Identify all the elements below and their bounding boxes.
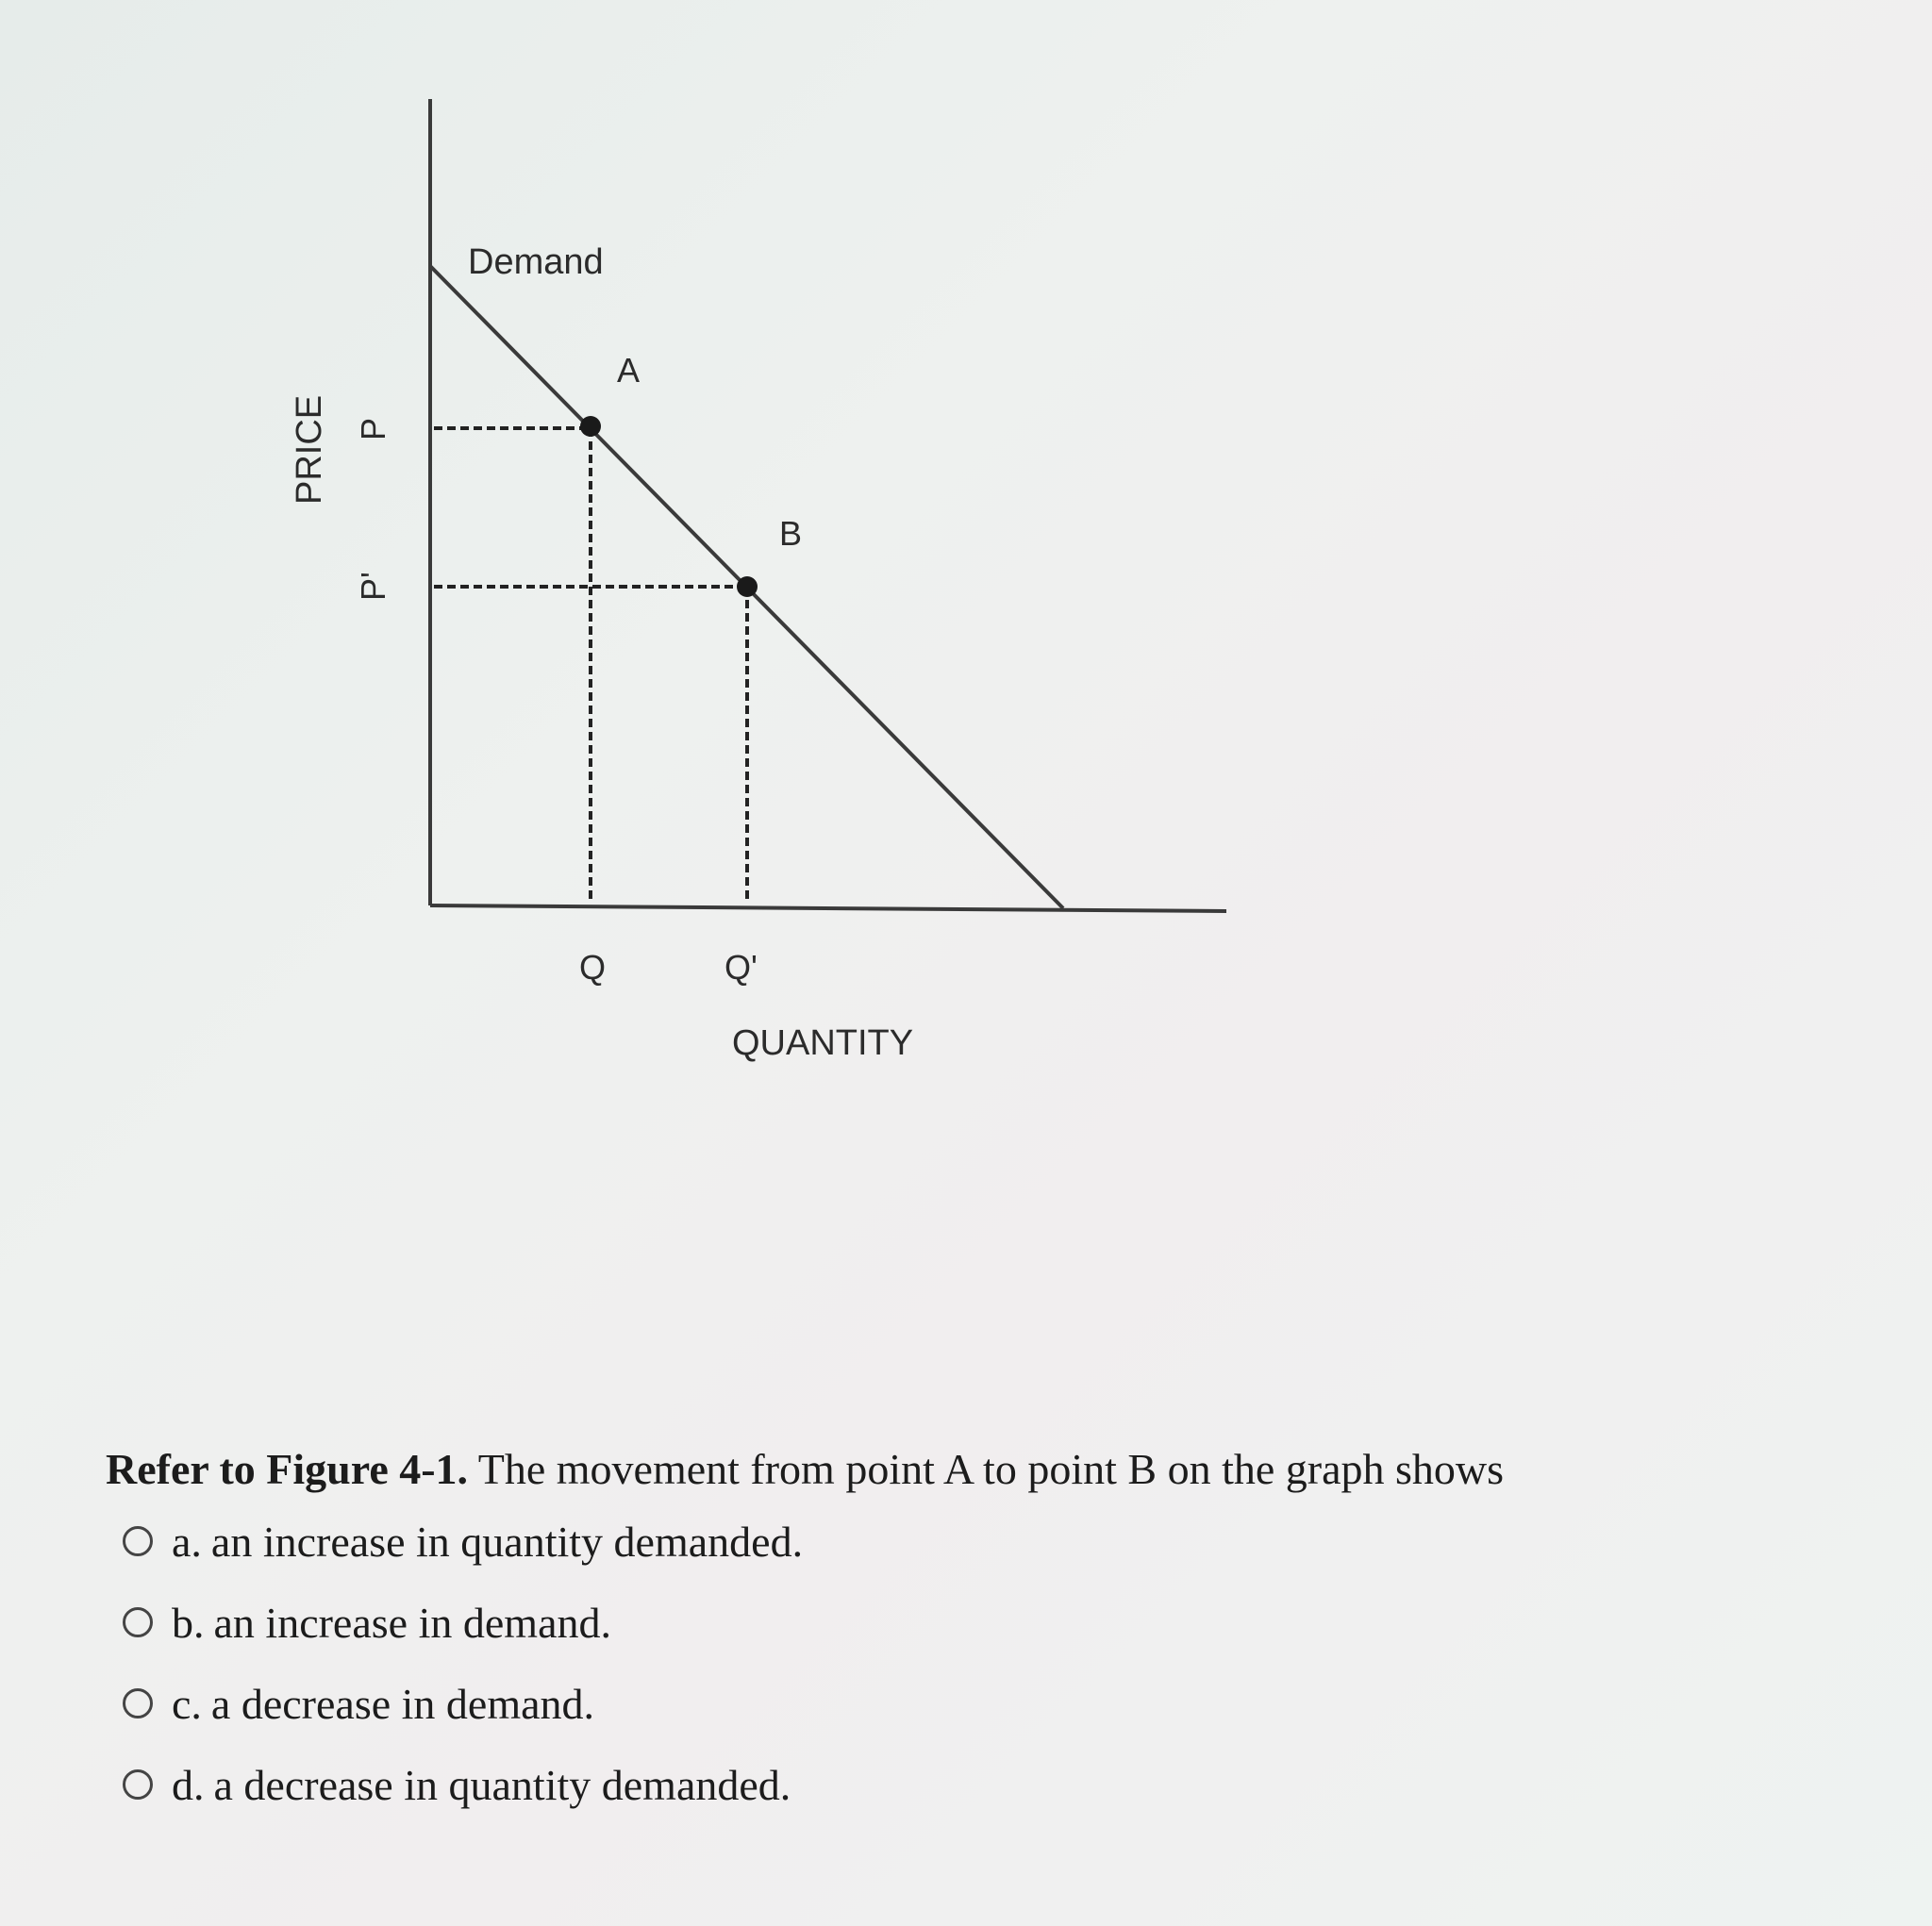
figure-reference: Refer to Figure 4-1. — [106, 1445, 469, 1493]
radio-button-d[interactable] — [123, 1769, 153, 1800]
option-text: an increase in demand. — [213, 1598, 611, 1647]
price-axis-label: PRICE — [290, 394, 329, 505]
option-letter: a. — [172, 1517, 202, 1566]
question-block — [106, 1438, 1860, 1825]
quantity-tick-q: Q — [579, 948, 607, 987]
prompt-text: The movement from point A to point B on the graph shows — [468, 1445, 1505, 1493]
option-text: a decrease in quantity demanded. — [213, 1760, 791, 1809]
radio-button-b[interactable] — [123, 1607, 153, 1637]
option-text: an increase in quantity demanded. — [210, 1517, 804, 1566]
point-b-marker — [737, 576, 758, 597]
x-axis — [430, 905, 1226, 911]
question-prompt — [106, 1438, 1860, 1501]
radio-button-a[interactable] — [123, 1526, 153, 1556]
radio-button-c[interactable] — [123, 1688, 153, 1718]
point-a-label: A — [617, 351, 641, 390]
option-d[interactable] — [106, 1744, 1860, 1825]
price-tick-p-prime: P' — [354, 572, 392, 601]
point-b-label: B — [779, 514, 803, 553]
option-a[interactable] — [106, 1501, 1860, 1582]
option-letter: c. — [172, 1679, 202, 1728]
option-text: a decrease in demand. — [210, 1679, 595, 1728]
quantity-axis-label: QUANTITY — [732, 1023, 914, 1063]
point-a-marker — [580, 416, 601, 437]
price-tick-p: P — [354, 417, 392, 440]
option-c[interactable] — [106, 1663, 1860, 1744]
curve-label: Demand — [468, 242, 604, 282]
quantity-tick-q-prime: Q' — [724, 948, 758, 987]
option-letter: d. — [172, 1760, 205, 1809]
option-b[interactable] — [106, 1582, 1860, 1663]
option-letter: b. — [172, 1598, 205, 1647]
